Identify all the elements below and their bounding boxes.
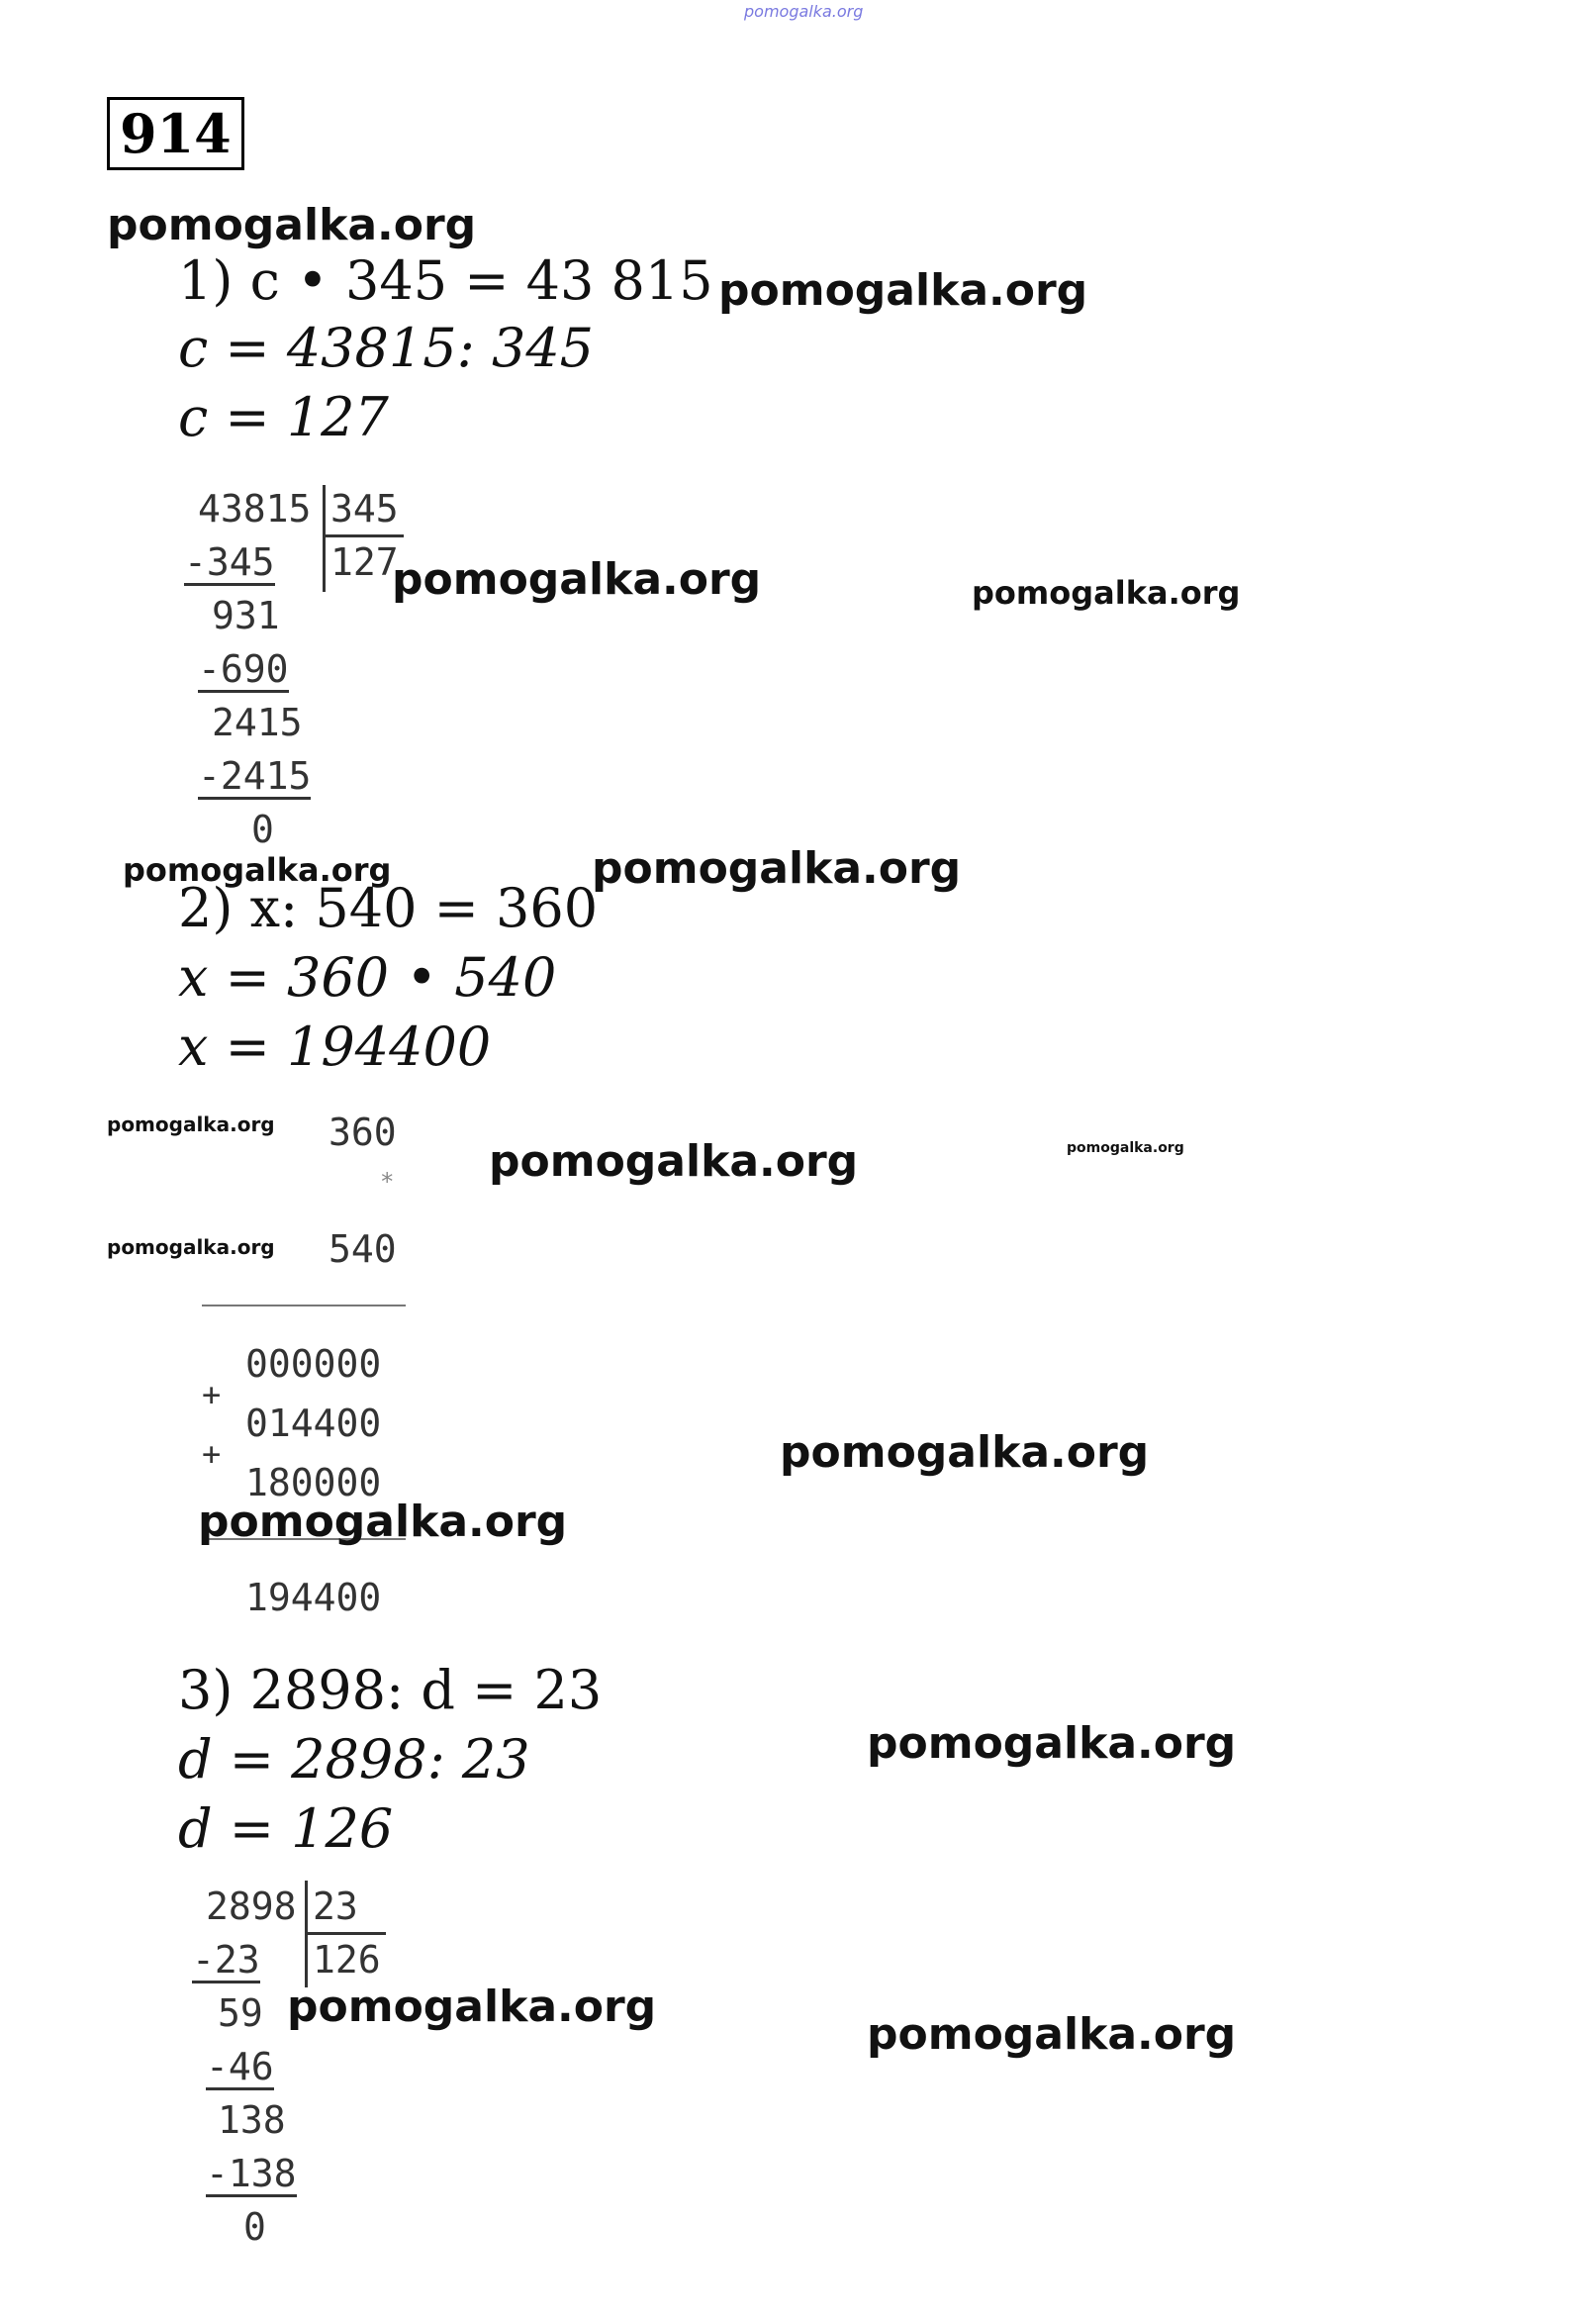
watermark: pomogalka.org — [392, 554, 762, 605]
division-step: 0 — [243, 2205, 266, 2249]
factor-2: 540 — [329, 1227, 397, 1271]
watermark: pomogalka.org — [198, 1497, 568, 1547]
division-step: 931 — [212, 594, 280, 637]
division-step: 138 — [218, 2098, 286, 2142]
task-number: 914 — [107, 97, 244, 170]
division-step: -345 — [184, 540, 275, 584]
watermark: pomogalka.org — [107, 1112, 275, 1136]
watermark: pomogalka.org — [123, 851, 392, 889]
problem1-step2: c = 43815: 345 — [178, 317, 595, 379]
problem1-answer: c = 127 — [178, 386, 389, 448]
problem3-answer: d = 126 — [178, 1797, 394, 1860]
quotient: 127 — [330, 540, 399, 584]
watermark: pomogalka.org — [489, 1136, 859, 1187]
division-step: -23 — [192, 1938, 260, 1982]
watermark: pomogalka.org — [972, 574, 1241, 612]
dividend: 43815 — [198, 487, 312, 531]
product-result: 194400 — [245, 1576, 382, 1619]
watermark: pomogalka.org — [718, 265, 1088, 316]
multiply-line — [202, 1305, 406, 1306]
divisor: 23 — [313, 1885, 358, 1928]
division-bar — [323, 534, 404, 537]
problem2-equation: 2) x: 540 = 360 — [178, 877, 599, 939]
division-step: -46 — [206, 2045, 274, 2088]
divisor: 345 — [330, 487, 399, 531]
partial-product: 000000 — [245, 1342, 382, 1386]
plus-sign: + — [202, 1376, 222, 1413]
watermark: pomogalka.org — [592, 843, 962, 894]
division-step: 0 — [251, 808, 274, 851]
multiply-sign: * — [380, 1168, 395, 1196]
division-step: 59 — [218, 1991, 263, 2035]
partial-product: 180000 — [245, 1461, 382, 1504]
watermark: pomogalka.org — [287, 1982, 657, 2032]
watermark: pomogalka.org — [107, 1235, 275, 1259]
division-bar — [323, 485, 326, 592]
watermark: pomogalka.org — [1067, 1140, 1184, 1156]
factor-1: 360 — [329, 1111, 397, 1154]
watermark: pomogalka.org — [867, 2009, 1237, 2060]
problem3-step2: d = 2898: 23 — [178, 1728, 530, 1790]
quotient: 126 — [313, 1938, 381, 1982]
watermark: pomogalka.org — [780, 1427, 1150, 1478]
division-step: 2415 — [212, 701, 303, 744]
partial-product: 014400 — [245, 1402, 382, 1445]
dividend: 2898 — [206, 1885, 297, 1928]
division-step: -690 — [198, 647, 289, 691]
watermark-top: pomogalka.org — [744, 2, 864, 21]
problem2-step2: x = 360 • 540 — [178, 946, 557, 1009]
watermark: pomogalka.org — [867, 1718, 1237, 1769]
division-step: -2415 — [198, 754, 312, 798]
plus-sign: + — [202, 1435, 222, 1473]
problem3-equation: 3) 2898: d = 23 — [178, 1659, 603, 1721]
problem1-equation: 1) c • 345 = 43 815 — [178, 249, 713, 312]
watermark: pomogalka.org — [107, 200, 477, 250]
problem2-answer: x = 194400 — [178, 1015, 492, 1078]
division-bar — [305, 1932, 386, 1935]
division-step: -138 — [206, 2152, 297, 2195]
